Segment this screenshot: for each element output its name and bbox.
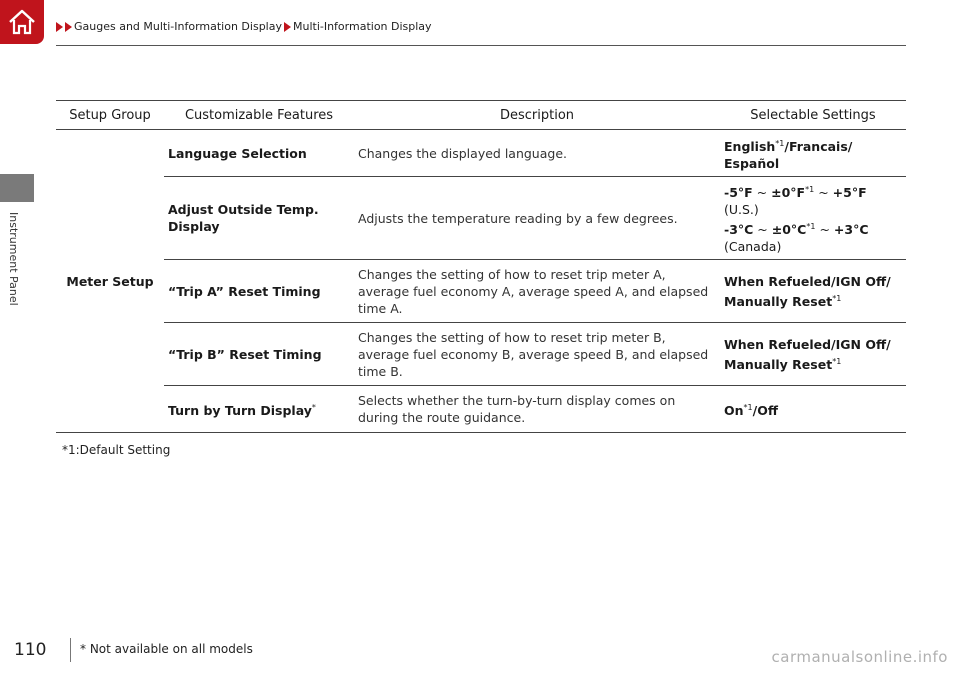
arrow-right-icon bbox=[56, 22, 63, 32]
breadcrumb-item[interactable]: Gauges and Multi-Information Display bbox=[74, 20, 282, 33]
settings-cell: On$^{*1}$/Off bbox=[720, 386, 906, 433]
section-tab[interactable] bbox=[0, 174, 34, 202]
header-divider bbox=[56, 45, 906, 46]
home-button[interactable] bbox=[0, 0, 44, 44]
feature-cell: “Trip B” Reset Timing bbox=[164, 323, 354, 386]
settings-cell: When Refueled/IGN Off/ Manually Reset$^{*1}$ bbox=[720, 323, 906, 386]
breadcrumb bbox=[56, 20, 432, 33]
settings-cell: -5°F ~ $\pm 0^\circ F^{*1}$ ~ +5°F (U.S.) -3°C ~ $\pm 0^\circ C^{*1}$ ~ +3°C (Canada) bbox=[720, 177, 906, 260]
settings-cell: English$^{*1}$/Francais/ Español bbox=[720, 130, 906, 177]
page-number: 110 bbox=[14, 640, 47, 660]
table-header-row bbox=[56, 101, 906, 130]
settings-cell: When Refueled/IGN Off/ Manually Reset$^{*1}$ bbox=[720, 260, 906, 323]
feature-cell: Language Selection bbox=[164, 130, 354, 177]
footer-divider bbox=[70, 638, 71, 662]
table-row bbox=[56, 323, 906, 386]
settings-table bbox=[56, 100, 906, 433]
description-cell: Adjusts the temperature reading by a few degrees. bbox=[354, 177, 720, 260]
sidebar-section-label: Instrument Panel bbox=[7, 212, 20, 306]
arrow-right-icon bbox=[65, 22, 72, 32]
table-row bbox=[56, 386, 906, 433]
arrow-right-icon bbox=[284, 22, 291, 32]
feature-cell: “Trip A” Reset Timing bbox=[164, 260, 354, 323]
home-icon bbox=[7, 8, 37, 36]
column-header: Selectable Settings bbox=[720, 101, 906, 130]
description-cell: Selects whether the turn-by-turn display comes on during the route guidance. bbox=[354, 386, 720, 433]
setup-group-cell: Meter Setup bbox=[56, 130, 164, 433]
feature-cell: Turn by Turn Display* bbox=[164, 386, 354, 433]
description-cell: Changes the setting of how to reset trip meter A, average fuel economy A, average speed A, and elapsed time A. bbox=[354, 260, 720, 323]
feature-cell: Adjust Outside Temp. Display bbox=[164, 177, 354, 260]
watermark-text: carmanualsonline.info bbox=[771, 648, 948, 666]
breadcrumb-item[interactable]: Multi-Information Display bbox=[292, 20, 432, 33]
column-header: Description bbox=[354, 101, 720, 130]
default-setting-footnote: *1:Default Setting bbox=[62, 443, 171, 457]
description-cell: Changes the displayed language. bbox=[354, 130, 720, 177]
description-cell: Changes the setting of how to reset trip meter B, average fuel economy B, average speed B, and elapsed time B. bbox=[354, 323, 720, 386]
column-header: Customizable Features bbox=[164, 101, 354, 130]
table-row bbox=[56, 177, 906, 260]
table-row bbox=[56, 260, 906, 323]
column-header: Setup Group bbox=[56, 101, 164, 130]
table-row bbox=[56, 130, 906, 177]
availability-note: * Not available on all models bbox=[80, 642, 253, 656]
